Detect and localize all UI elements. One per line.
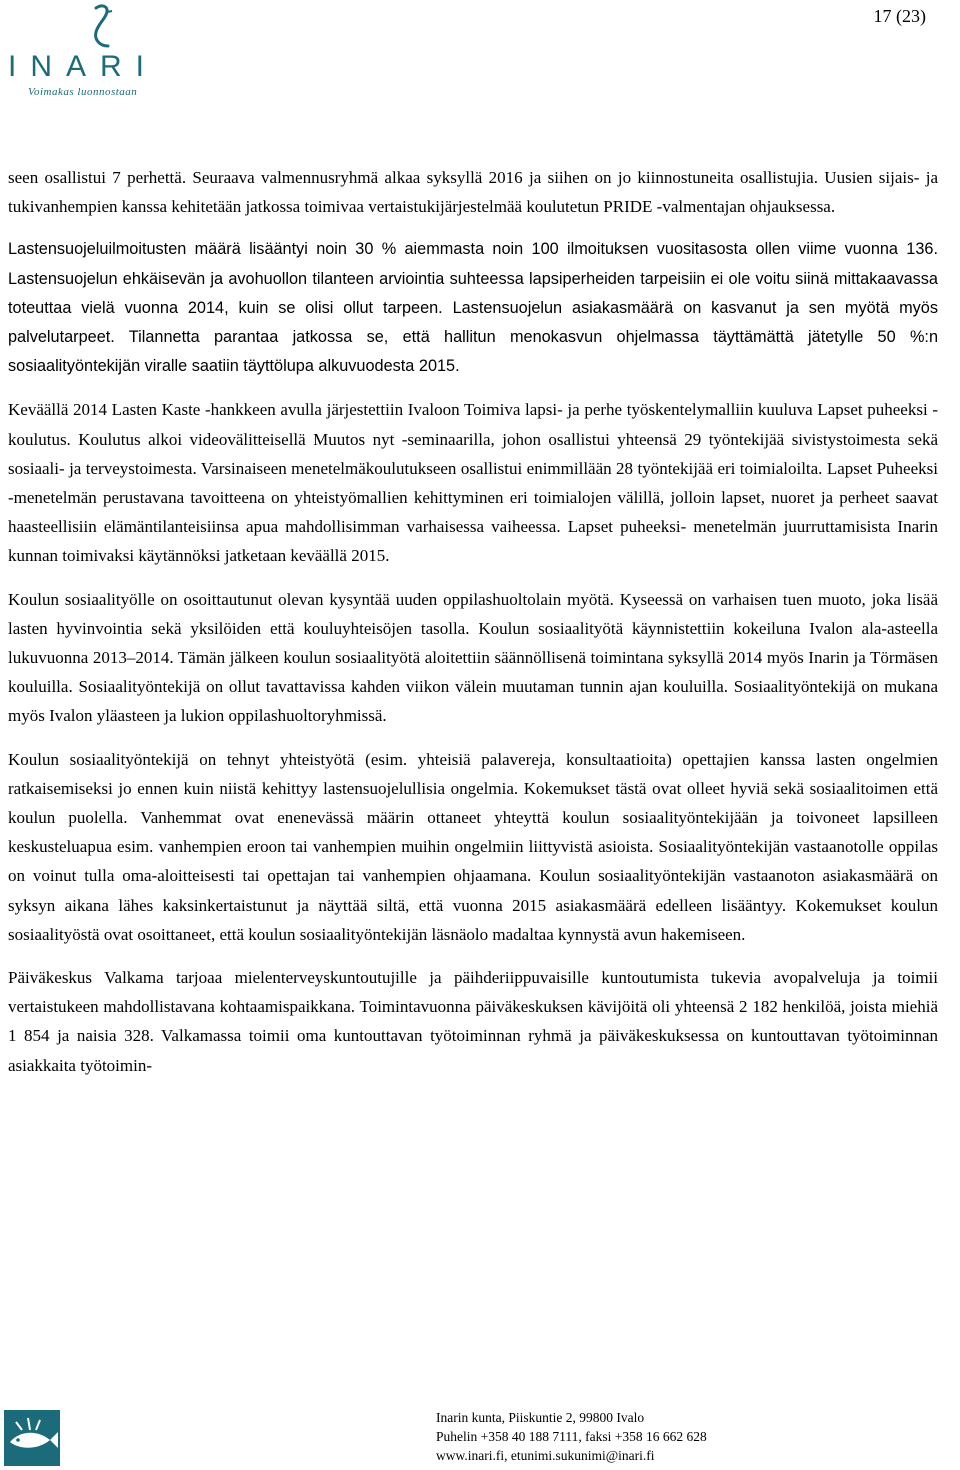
footer (0, 1400, 960, 1470)
logo-wordmark: INARI (8, 50, 159, 83)
paragraph: Päiväkeskus Valkama tarjoaa mielenterveyskuntoutujille ja päihderiippuvaisille kuntoutumista tukevia avopalveluja ja toimii vertaistukeen mahdollistavana kohtaamispaikkana. Toimintavuonna päiväkeskuksen kävijöitä oli yhteensä 2 182 henkilöä, joista miehiä 1 854 ja naisia 328. Valkamassa toimii oma kuntouttavan työtoiminnan ryhmä ja päiväkeskuksessa on kuntouttavan työtoiminnan asiakkaita työtoimin- (8, 968, 938, 1075)
page-number: 17 (23) (873, 6, 926, 26)
logo-tagline: Voimakas luonnostaan (28, 86, 138, 98)
footer-web[interactable]: www.inari.fi, etunimi.sukunimi@inari.fi (436, 1448, 655, 1463)
paragraph: Koulun sosiaalityöntekijä on tehnyt yhteistyötä (esim. yhteisiä palavereja, konsultaatioita) opettajien kanssa lasten ongelmien ratkaisemiseksi jo ennen kuin niistä kehittyy lastensuojelullisia ongelmia. Kokemukset tästä ovat olleet hyviä sekä sosiaalitoimen että koulun puolella. Vanhemmat ovat enenevässä määrin ottaneet yhteyttä koulun sosiaalityöntekijään ja toivoneet lapsilleen keskusteluapua esim. vanhempien eroon tai vanhempien muihin ongelmiin liittyvistä asioista. Sosiaalityöntekijän vastaanotolle oppilas on voinut tulla oma-aloitteisesti tai opettajan tai vanhempien ohjaamana. Koulun sosiaalityöntekijän vastaanoton asiakasmäärä on syksyn aikana lähes kaksinkertaistunut ja näyttää siltä, että vuonna 2015 asiakasmäärä edelleen lisääntyy. Kokemukset koulun sosiaalityöstä ovat osoittaneet, että koulun sosiaalityöntekijän läsnäolo madaltaa kynnystä avun hakemiseen. (8, 749, 938, 944)
body-text (8, 163, 938, 1094)
paragraph: seen osallistui 7 perhettä. Seuraava valmennusryhmä alkaa syksyllä 2016 ja siihen on jo kiinnostuneita osallistujia. Uusien sijais- ja tukivanhempien kanssa kehitetään jatkossa toimivaa vertaistukijärjestelmää koulutetun PRIDE -valmentajan ohjauksessa. (8, 168, 938, 217)
paragraph: Lastensuojeluilmoitusten määrä lisääntyi noin 30 % aiemmasta noin 100 ilmoituksen vuositasosta ollen viime vuonna 136. Lastensuojelun ehkäisevän ja avohuollon tilanteen arviointia suhteessa lapsiperheiden tarpeisiin ei ole voitu siinä mittakaavassa toteuttaa vielä vuonna 2014, kuin se olisi ollut tarpeen. Lastensuojelun asiakasmäärä on kasvanut ja sen myötä myös palvelutarpeet. Tilannetta parantaa jatkossa se, että hallitun menokasvun ohjelmassa täyttämättä jätetylle 50 %:n sosiaalityöntekijän viralle saatiin täyttölupa alkuvuodesta 2015. (8, 240, 938, 376)
footer-address: Inarin kunta, Piiskuntie 2, 99800 Ivalo (436, 1410, 645, 1425)
paragraph: Koulun sosiaalityölle on osoittautunut olevan kysyntää uuden oppilashuoltolain myötä. Kyseessä on varhaisen tuen muoto, joka lisää lasten hyvinvointia sekä yksilöiden että kouluyhteisöjen tasolla. Koulun sosiaalityötä käynnistettiin kokeiluna Ivalon ala-asteella lukuvuonna 2013–2014. Tämän jälkeen koulun sosiaalityötä aloitettiin säännöllisenä toimintana syksyllä 2014 myös Inarin ja Törmäsen kouluilla. Sosiaalityöntekijä on ollut tavattavissa kahden viikon välein muutaman tunnin ajan kouluilla. Sosiaalityöntekijä on mukana myös Ivalon yläasteen ja lukion oppilashuoltoryhmissä. (8, 589, 938, 726)
fish-logo-icon (2, 1408, 62, 1468)
footer-contact (436, 1408, 707, 1465)
paragraph: Keväällä 2014 Lasten Kaste -hankkeen avulla järjestettiin Ivaloon Toimiva lapsi- ja perhe työskentelymalliin kuuluva Lapset puheeksi -koulutus. Koulutus alkoi videovälitteisellä Muutos nyt -seminaarilla, johon osallistui yhteensä 29 työntekijää sivistystoimesta sekä sosiaali- ja terveystoimesta. Varsinaiseen menetelmäkoulutukseen osallistui enimmillään 28 työntekijää eri toimialoilta. Lapset Puheeksi -menetelmän perustavana tavoitteena on yhteistyömallien kehittyminen eri toimialojen välillä, jolloin lapset, nuoret ja perheet saavat haasteellisiin elämäntilanteisiinsa apua mahdollisimman varhaisessa vaiheessa. Lapset puheeksi- menetelmän juurruttamisista Inarin kunnan toimivaksi käytännöksi jatketaan keväällä 2015. (8, 400, 938, 566)
footer-phone: Puhelin +358 40 188 7111, faksi +358 16 662 628 (436, 1429, 707, 1444)
inari-logo (4, 2, 179, 102)
